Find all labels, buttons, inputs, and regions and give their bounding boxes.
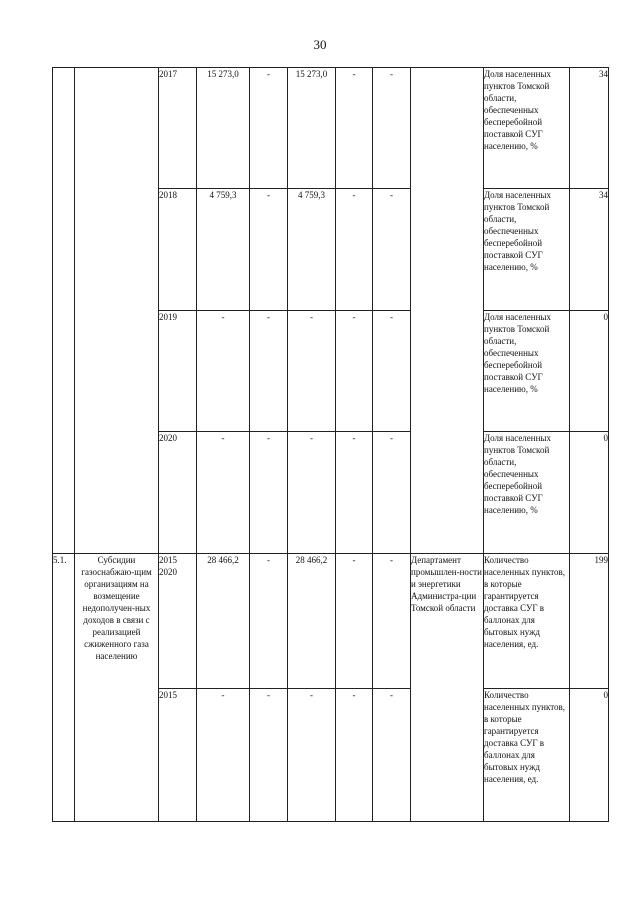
department-cell: Департамент промышлен-ности и энергетики Администра-ции Томской области	[411, 554, 484, 822]
item-name-cell	[75, 68, 159, 554]
year-to: 2020	[159, 567, 177, 577]
local-cell: -	[336, 311, 373, 432]
total-cell: 4 759,3	[197, 189, 250, 311]
table-row	[53, 554, 609, 689]
year-cell: 2017	[159, 68, 197, 189]
other-cell: -	[373, 68, 411, 189]
year-cell: 2015	[159, 689, 197, 822]
federal-cell: -	[250, 554, 288, 689]
indicator-cell: Количество населенных пунктов, в которые гарантируется доставка СУГ в баллонах для бытовых нужд населения, ед.	[484, 689, 570, 822]
indicator-cell: Доля населенных пунктов Томской области, обеспеченных бесперебойной поставкой СУГ населению, %	[484, 432, 570, 554]
regional-cell: -	[288, 311, 336, 432]
indicator-cell: Доля населенных пунктов Томской области, обеспеченных бесперебойной поставкой СУГ населению, %	[484, 311, 570, 432]
page-number: 30	[313, 37, 327, 52]
target-cell: 0	[570, 689, 609, 822]
item-name: Субсидии газоснабжаю-щим организациям на возмещение недополучен-ных доходов в связи с реализацией сжиженного газа населению	[75, 554, 159, 822]
federal-cell: -	[250, 189, 288, 311]
indicator-cell: Доля населенных пунктов Томской области, обеспеченных бесперебойной поставкой СУГ населению, %	[484, 189, 570, 311]
regional-cell: -	[288, 689, 336, 822]
regional-cell: -	[288, 432, 336, 554]
regional-cell: 4 759,3	[288, 189, 336, 311]
total-cell: -	[197, 689, 250, 822]
indicator-cell: Количество населенных пунктов, в которые гарантируется доставка СУГ в баллонах для бытовых нужд населения, ед.	[484, 554, 570, 689]
other-cell: -	[373, 189, 411, 311]
target-cell: 34	[570, 189, 609, 311]
other-cell: -	[373, 432, 411, 554]
target-cell: 0	[570, 432, 609, 554]
program-table	[52, 67, 609, 822]
target-cell: 34	[570, 68, 609, 189]
local-cell: -	[336, 432, 373, 554]
regional-cell: 15 273,0	[288, 68, 336, 189]
total-cell: 28 466,2	[197, 554, 250, 689]
indicator-cell: Доля населенных пунктов Томской области, обеспеченных бесперебойной поставкой СУГ населению, %	[484, 68, 570, 189]
year-cell: 2020	[159, 432, 197, 554]
federal-cell: -	[250, 689, 288, 822]
other-cell: -	[373, 689, 411, 822]
total-cell: 15 273,0	[197, 68, 250, 189]
total-cell: -	[197, 311, 250, 432]
local-cell: -	[336, 189, 373, 311]
local-cell: -	[336, 689, 373, 822]
other-cell: -	[373, 554, 411, 689]
other-cell: -	[373, 311, 411, 432]
year-from: 2015	[159, 555, 177, 565]
local-cell: -	[336, 68, 373, 189]
year-range-cell	[159, 554, 197, 689]
item-number: 5.1.	[53, 554, 75, 822]
target-cell: 0	[570, 311, 609, 432]
department-cell	[411, 68, 484, 554]
federal-cell: -	[250, 68, 288, 189]
federal-cell: -	[250, 311, 288, 432]
table-row	[53, 68, 609, 189]
regional-cell: 28 466,2	[288, 554, 336, 689]
federal-cell: -	[250, 432, 288, 554]
year-cell: 2019	[159, 311, 197, 432]
local-cell: -	[336, 554, 373, 689]
item-number-cell	[53, 68, 75, 554]
total-cell: -	[197, 432, 250, 554]
year-cell: 2018	[159, 189, 197, 311]
target-cell: 199	[570, 554, 609, 689]
